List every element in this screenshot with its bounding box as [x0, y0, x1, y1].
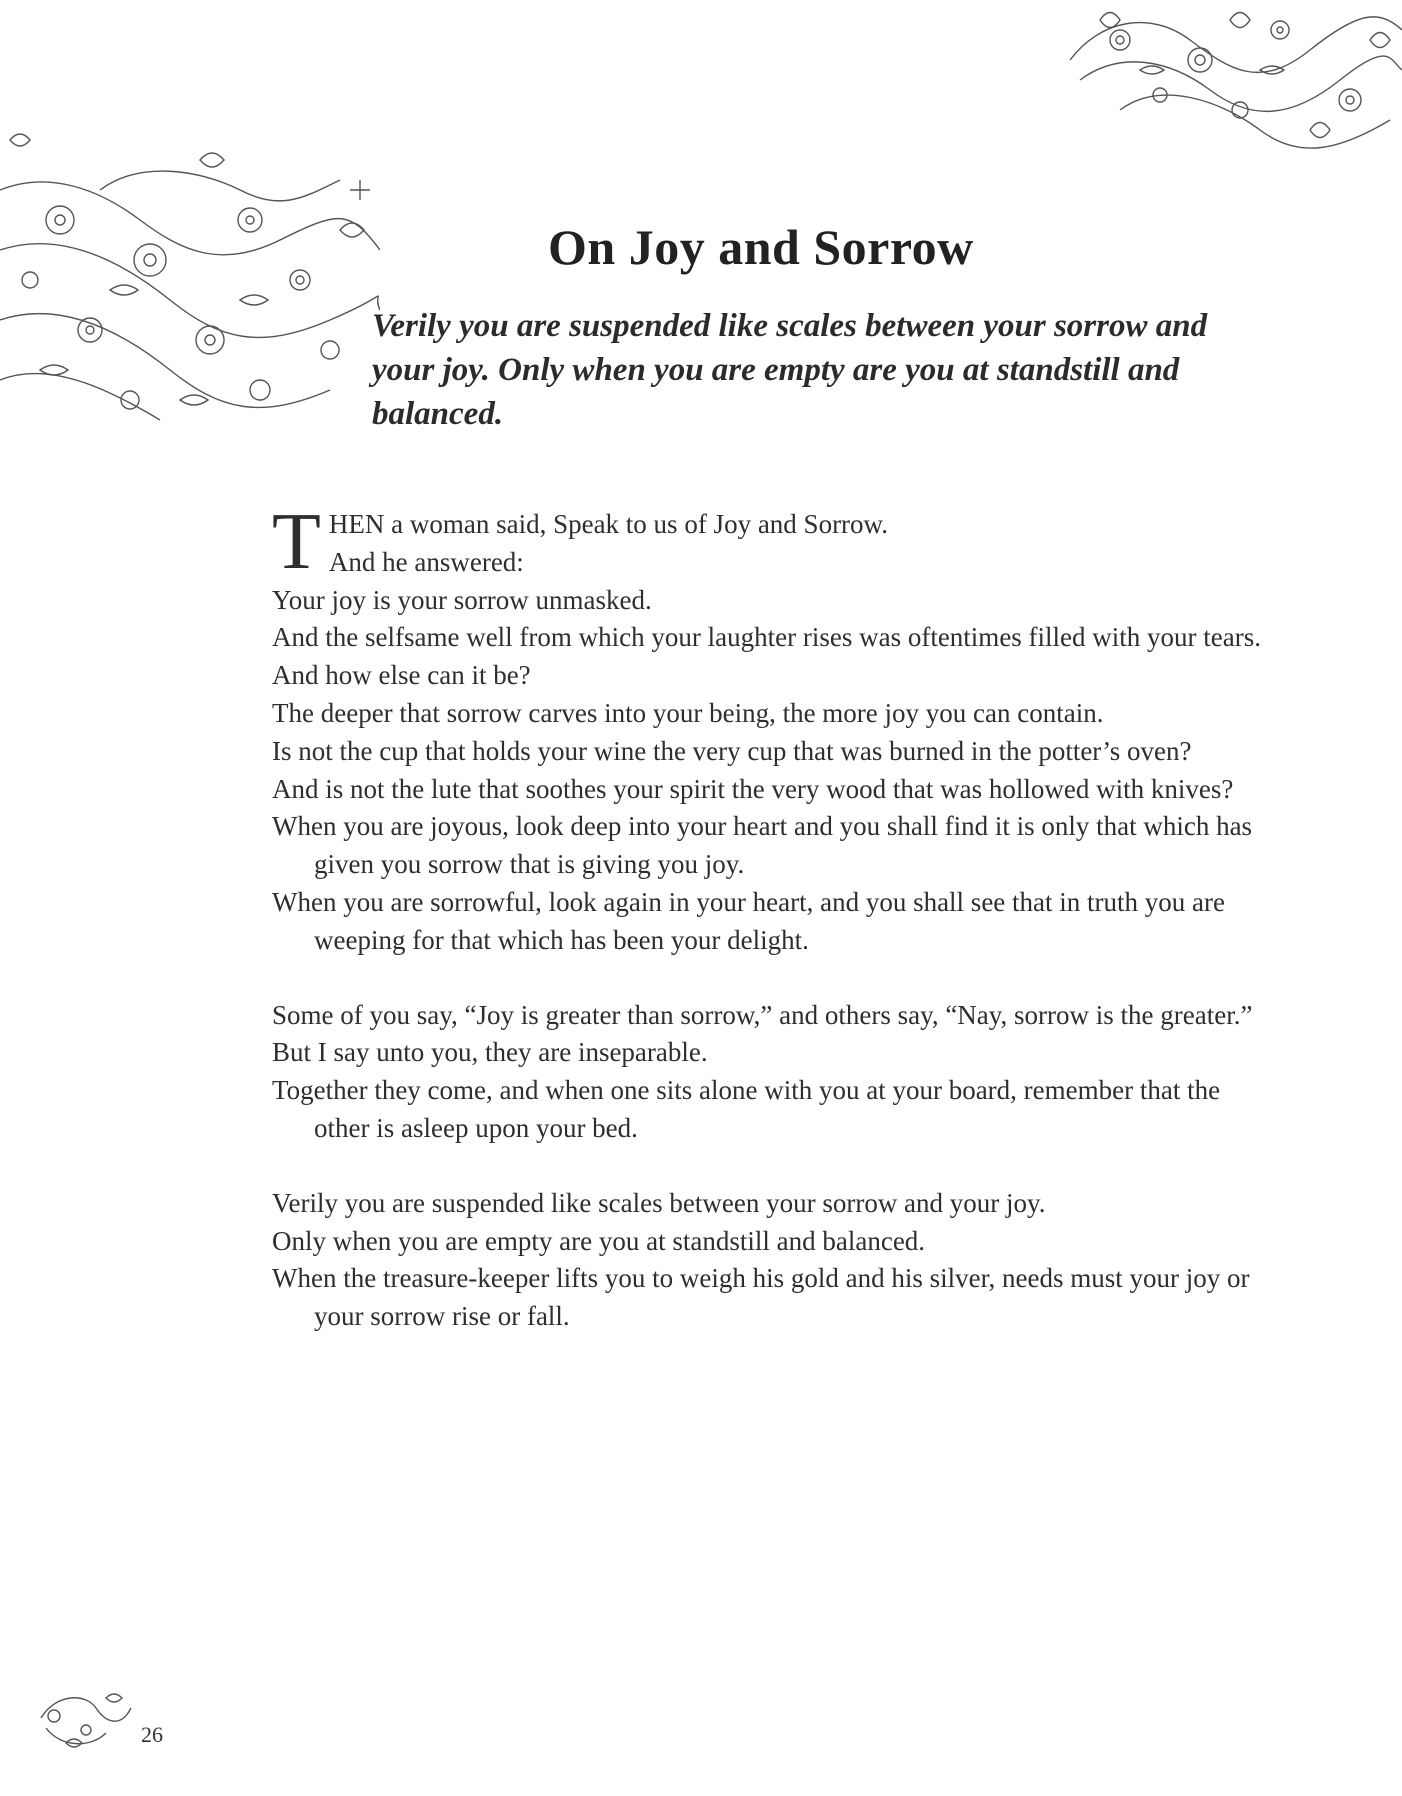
- epigraph-line: Verily you are suspended like scales between your sorrow and: [372, 308, 1208, 344]
- verse-line: When the treasure-keeper lifts you to weigh his gold and his silver, needs must your joy or your sorrow rise or fall.: [272, 1263, 1250, 1332]
- drop-cap: T: [272, 498, 321, 586]
- verse-line: When you are sorrowful, look again in your heart, and you shall see that in truth you are weeping for that which has been your delight.: [272, 886, 1225, 955]
- verse-line: Is not the cup that holds your wine the very cup that was burned in the potter’s oven?: [272, 735, 1192, 766]
- verse-line: When you are joyous, look deep into your heart and you shall find it is only that which has given you sorrow that is giving you joy.: [272, 811, 1253, 880]
- verse-line: Some of you say, “Joy is greater than sorrow,” and others say, “Nay, sorrow is the greater.”: [272, 999, 1253, 1030]
- verse-line: Verily you are suspended like scales between your sorrow and your joy.: [272, 1187, 1046, 1218]
- epigraph-line: your joy. Only when you are empty are you at standstill and: [372, 352, 1180, 388]
- page-number: 26: [141, 1722, 163, 1747]
- flourish-ornament-bottom-icon: [36, 1688, 136, 1756]
- body-text: [272, 498, 1262, 1336]
- verse-line: And the selfsame well from which your laughter rises was oftentimes filled with your tears.: [272, 622, 1261, 653]
- opening-paragraph: [272, 498, 1262, 586]
- epigraph-line: balanced.: [372, 396, 504, 432]
- verse-line: The deeper that sorrow carves into your being, the more joy you can contain.: [272, 697, 1104, 728]
- page-title: On Joy and Sorrow: [548, 219, 974, 275]
- opening-line-second: And he answered:: [328, 546, 524, 577]
- verse-line: Only when you are empty are you at standstill and balanced.: [272, 1225, 926, 1256]
- verse-line: Together they come, and when one sits alone with you at your board, remember that the other is asleep upon your bed.: [272, 1075, 1221, 1143]
- verse-line: But I say unto you, they are inseparable.: [272, 1037, 708, 1068]
- floral-ornament-left-icon: [0, 130, 380, 440]
- epigraph: [372, 304, 1272, 436]
- opening-line: HEN a woman said, Speak to us of Joy and Sorrow.: [328, 509, 889, 539]
- verse-line: Your joy is your sorrow unmasked.: [272, 584, 652, 615]
- verse-line: And is not the lute that soothes your spirit the very wood that was hollowed with knives?: [272, 773, 1234, 804]
- verse-line: And how else can it be?: [272, 660, 531, 691]
- floral-ornament-top-right-icon: [1060, 0, 1402, 150]
